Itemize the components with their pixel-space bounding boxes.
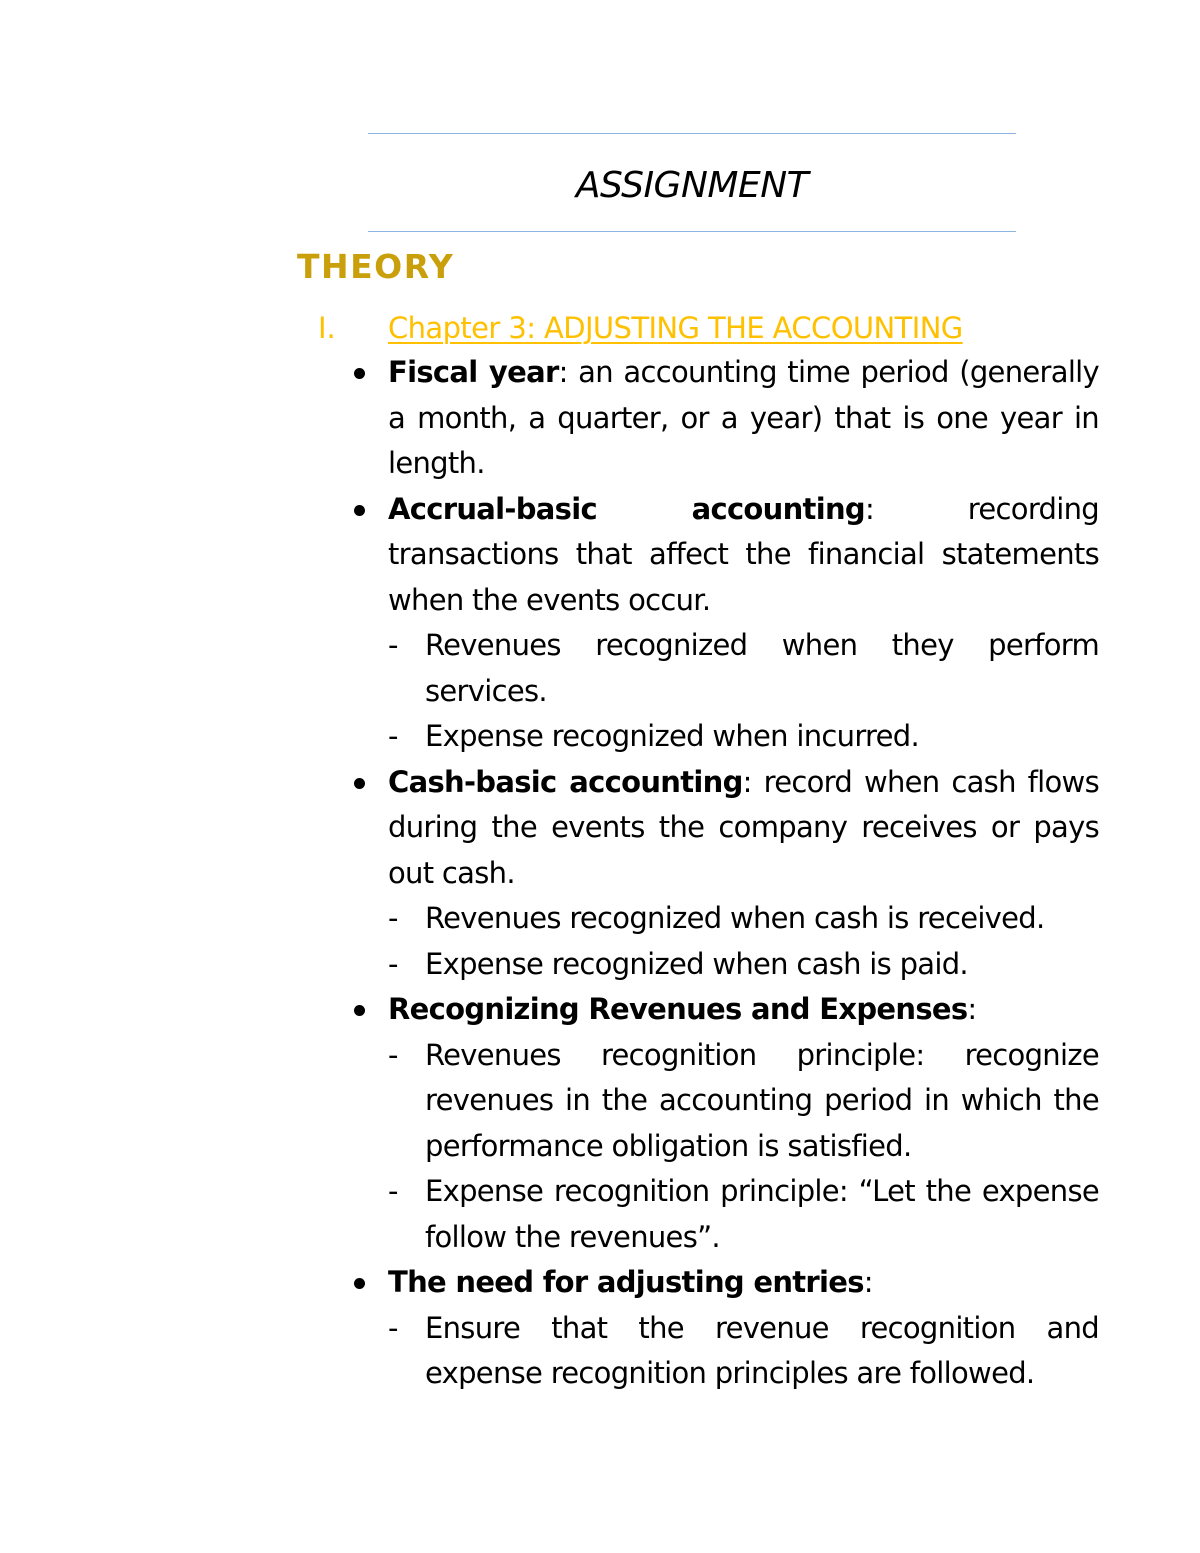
term-label: Cash-basic accounting <box>388 764 743 799</box>
list-item <box>388 987 1099 1260</box>
term-label: Accrual-basic accounting <box>388 491 865 526</box>
term-label: Fiscal year <box>388 355 559 389</box>
bullet-icon <box>354 368 365 379</box>
list-item <box>388 487 1099 760</box>
theory-list <box>388 350 1099 1397</box>
sub-list-item <box>388 1033 1099 1170</box>
bullet-icon <box>354 1005 365 1016</box>
chapter-number: I. <box>318 311 336 345</box>
sub-item-text: Revenues recognition principle: recognize revenues in the accounting period in which the performance obligation is satisfied. <box>425 1037 1099 1163</box>
chapter-title: Chapter 3: ADJUSTING THE ACCOUNTING <box>388 311 963 345</box>
term-label: The need for adjusting entries <box>388 1265 864 1299</box>
sub-list-item <box>388 623 1099 714</box>
list-item <box>388 760 1099 988</box>
header-bottom-rule <box>368 231 1016 232</box>
sub-list-item <box>388 896 1099 942</box>
sub-list-item <box>388 942 1099 988</box>
dash-icon: - <box>388 628 398 662</box>
sub-list-item <box>388 714 1099 760</box>
dash-icon: - <box>388 946 398 981</box>
term-label: Recognizing Revenues and Expenses <box>388 992 968 1026</box>
sub-item-text: Expense recognized when cash is paid. <box>425 946 968 981</box>
dash-icon: - <box>388 1037 398 1072</box>
term-definition: : <box>863 1265 873 1299</box>
dash-icon: - <box>388 1310 398 1345</box>
dash-icon: - <box>388 901 398 935</box>
dash-icon: - <box>388 1174 398 1208</box>
document-title: ASSIGNMENT <box>575 165 809 206</box>
section-heading: THEORY <box>297 247 455 286</box>
sub-item-text: Revenues recognized when cash is received. <box>425 901 1045 935</box>
term-definition: : an accounting time period (generally a month, a quarter, or a year) that is one year in length. <box>388 355 1099 480</box>
sub-list-item <box>388 1169 1099 1260</box>
sub-list <box>388 1033 1099 1261</box>
sub-list-item <box>388 1306 1099 1397</box>
sub-item-text: Expense recognition principle: “Let the expense follow the revenues”. <box>425 1174 1099 1254</box>
bullet-icon <box>354 1278 365 1289</box>
header-top-rule <box>368 133 1016 134</box>
dash-icon: - <box>388 719 398 753</box>
sub-item-text: Revenues recognized when they perform services. <box>425 628 1099 708</box>
term-definition: : record when cash flows during the events the company receives or pays out cash. <box>388 764 1099 890</box>
bullet-icon <box>354 778 365 789</box>
list-item <box>388 1260 1099 1397</box>
sub-list <box>388 896 1099 987</box>
list-item <box>388 350 1099 487</box>
term-definition: : <box>967 992 977 1026</box>
sub-list <box>388 623 1099 760</box>
sub-list <box>388 1306 1099 1397</box>
term-definition: : recording transactions that affect the financial statements when the events occur. <box>388 491 1099 617</box>
sub-item-text: Expense recognized when incurred. <box>425 719 920 753</box>
bullet-icon <box>354 505 365 516</box>
sub-item-text: Ensure that the revenue recognition and expense recognition principles are followed. <box>425 1310 1099 1390</box>
